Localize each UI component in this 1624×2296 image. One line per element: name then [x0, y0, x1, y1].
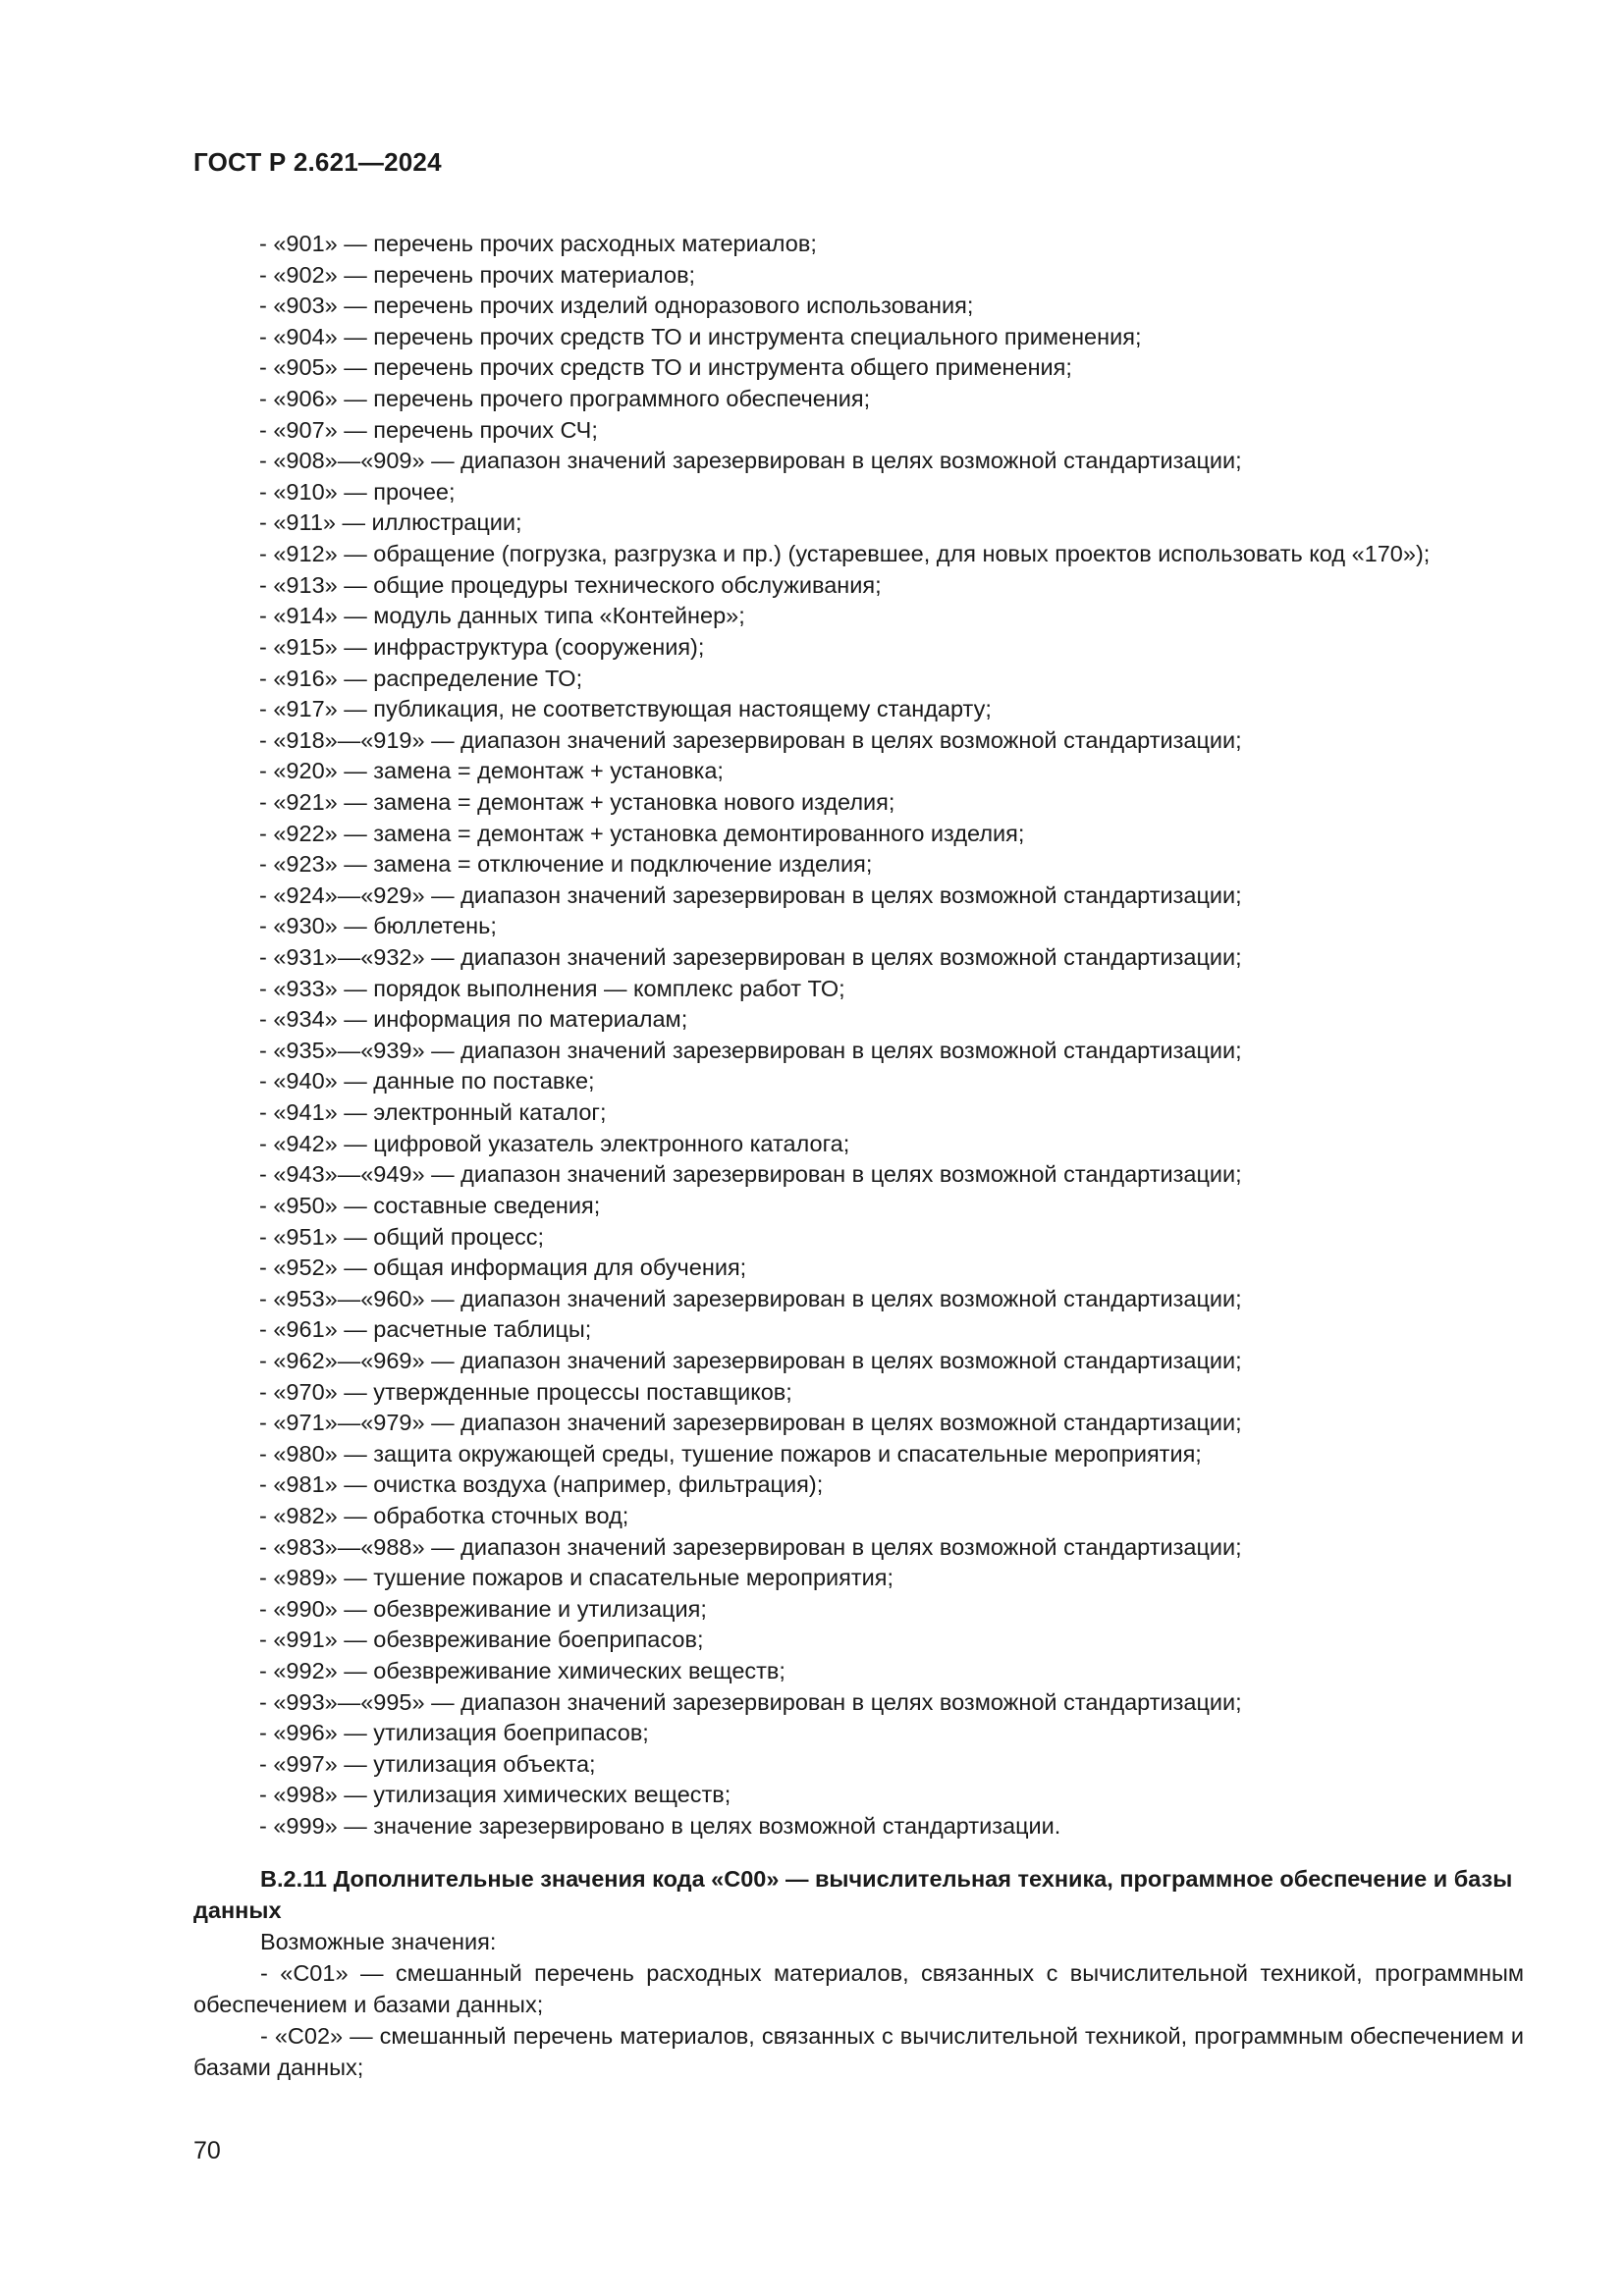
list-item: - «916» — распределение ТО;	[259, 665, 583, 691]
section-title: В.2.11 Дополнительные значения кода «С00» — вычислительная техника, программное обеспечение и базы данных	[193, 1866, 1513, 1923]
list-item: - «992» — обезвреживание химических веществ;	[259, 1658, 785, 1684]
list-item: - «903» — перечень прочих изделий одноразового использования;	[259, 293, 974, 319]
list-item: - «935»—«939» — диапазон значений зарезервирован в целях возможной стандартизации;	[259, 1037, 1242, 1063]
list-item: - «924»—«929» — диапазон значений зарезервирован в целях возможной стандартизации;	[259, 881, 1242, 908]
list-item: - «989» — тушение пожаров и спасательные мероприятия;	[259, 1565, 894, 1591]
section-paragraph: - «С01» — смешанный перечень расходных материалов, связанных с вычислительной техникой, программным обеспечением и базами данных;	[193, 1960, 1524, 2017]
list-item: - «934» — информация по материалам;	[259, 1006, 688, 1033]
list-item: - «999» — значение зарезервировано в целях возможной стандартизации.	[259, 1813, 1061, 1840]
list-item: - «940» — данные по поставке;	[259, 1068, 595, 1095]
section-intro: Возможные значения:	[260, 1929, 497, 1954]
page-number: 70	[193, 2137, 221, 2164]
list-item: - «908»—«909» — диапазон значений зарезервирован в целях возможной стандартизации;	[259, 448, 1242, 474]
list-item: - «914» — модуль данных типа «Контейнер»;	[259, 603, 745, 629]
list-item: - «998» — утилизация химических веществ;	[259, 1782, 731, 1808]
list-item: - «913» — общие процедуры технического обслуживания;	[259, 571, 882, 598]
list-item: - «906» — перечень прочего программного обеспечения;	[259, 386, 871, 412]
list-item: - «923» — замена = отключение и подключение изделия;	[259, 851, 873, 878]
list-item: - «941» — электронный каталог;	[259, 1099, 607, 1126]
list-item: - «911» — иллюстрации;	[259, 509, 522, 536]
list-item: - «952» — общая информация для обучения;	[259, 1255, 747, 1281]
section-b-2-11	[193, 1863, 1524, 2083]
list-item: - «942» — цифровой указатель электронного каталога;	[259, 1130, 850, 1156]
list-item: - «991» — обезвреживание боеприпасов;	[259, 1627, 704, 1653]
list-item: - «921» — замена = демонтаж + установка нового изделия;	[259, 788, 895, 815]
list-item: - «931»—«932» — диапазон значений зарезервирован в целях возможной стандартизации;	[259, 944, 1242, 971]
list-item: - «901» — перечень прочих расходных материалов;	[259, 231, 817, 256]
list-item: - «962»—«969» — диапазон значений зарезервирован в целях возможной стандартизации;	[259, 1347, 1242, 1373]
list-item: - «915» — инфраструктура (сооружения);	[259, 633, 705, 660]
list-item: - «905» — перечень прочих средств ТО и инструмента общего применения;	[259, 354, 1072, 381]
code-values-list	[259, 229, 1536, 1842]
list-item: - «910» — прочее;	[259, 478, 456, 505]
list-item: - «918»—«919» — диапазон значений зарезервирован в целях возможной стандартизации;	[259, 726, 1242, 753]
list-item: - «996» — утилизация боеприпасов;	[259, 1720, 649, 1746]
list-item: - «990» — обезвреживание и утилизация;	[259, 1595, 707, 1622]
list-item: - «951» — общий процесс;	[259, 1223, 545, 1250]
list-item: - «981» — очистка воздуха (например, фильтрация);	[259, 1471, 824, 1498]
document-header: ГОСТ Р 2.621—2024	[193, 147, 442, 177]
list-item: - «930» — бюллетень;	[259, 913, 497, 939]
list-item: - «970» — утвержденные процессы поставщиков;	[259, 1378, 792, 1405]
list-item: - «982» — обработка сточных вод;	[259, 1502, 629, 1528]
list-item: - «943»—«949» — диапазон значений зарезервирован в целях возможной стандартизации;	[259, 1161, 1242, 1188]
list-item: - «902» — перечень прочих материалов;	[259, 261, 696, 288]
section-paragraph: - «С02» — смешанный перечень материалов, связанных с вычислительной техникой, программным обеспечением и базами данных;	[193, 2023, 1524, 2080]
list-item: - «993»—«995» — диапазон значений зарезервирован в целях возможной стандартизации;	[259, 1688, 1242, 1715]
list-item: - «953»—«960» — диапазон значений зарезервирован в целях возможной стандартизации;	[259, 1285, 1242, 1311]
list-item: - «912» — обращение (погрузка, разгрузка и пр.) (устаревшее, для новых проектов использовать код «170»);	[259, 541, 1431, 567]
list-item: - «917» — публикация, не соответствующая настоящему стандарту;	[259, 696, 992, 722]
list-item: - «997» — утилизация объекта;	[259, 1750, 596, 1777]
list-item: - «971»—«979» — диапазон значений зарезервирован в целях возможной стандартизации;	[259, 1410, 1242, 1436]
list-item: - «933» — порядок выполнения — комплекс работ ТО;	[259, 975, 845, 1001]
list-item: - «950» — составные сведения;	[259, 1192, 601, 1218]
list-item: - «904» — перечень прочих средств ТО и инструмента специального применения;	[259, 323, 1142, 349]
list-item: - «922» — замена = демонтаж + установка демонтированного изделия;	[259, 820, 1025, 846]
list-item: - «907» — перечень прочих СЧ;	[259, 416, 598, 443]
list-item: - «920» — замена = демонтаж + установка;	[259, 758, 724, 784]
list-item: - «980» — защита окружающей среды, тушение пожаров и спасательные мероприятия;	[259, 1440, 1202, 1467]
list-item: - «983»—«988» — диапазон значений зарезервирован в целях возможной стандартизации;	[259, 1533, 1242, 1560]
list-item: - «961» — расчетные таблицы;	[259, 1316, 592, 1343]
